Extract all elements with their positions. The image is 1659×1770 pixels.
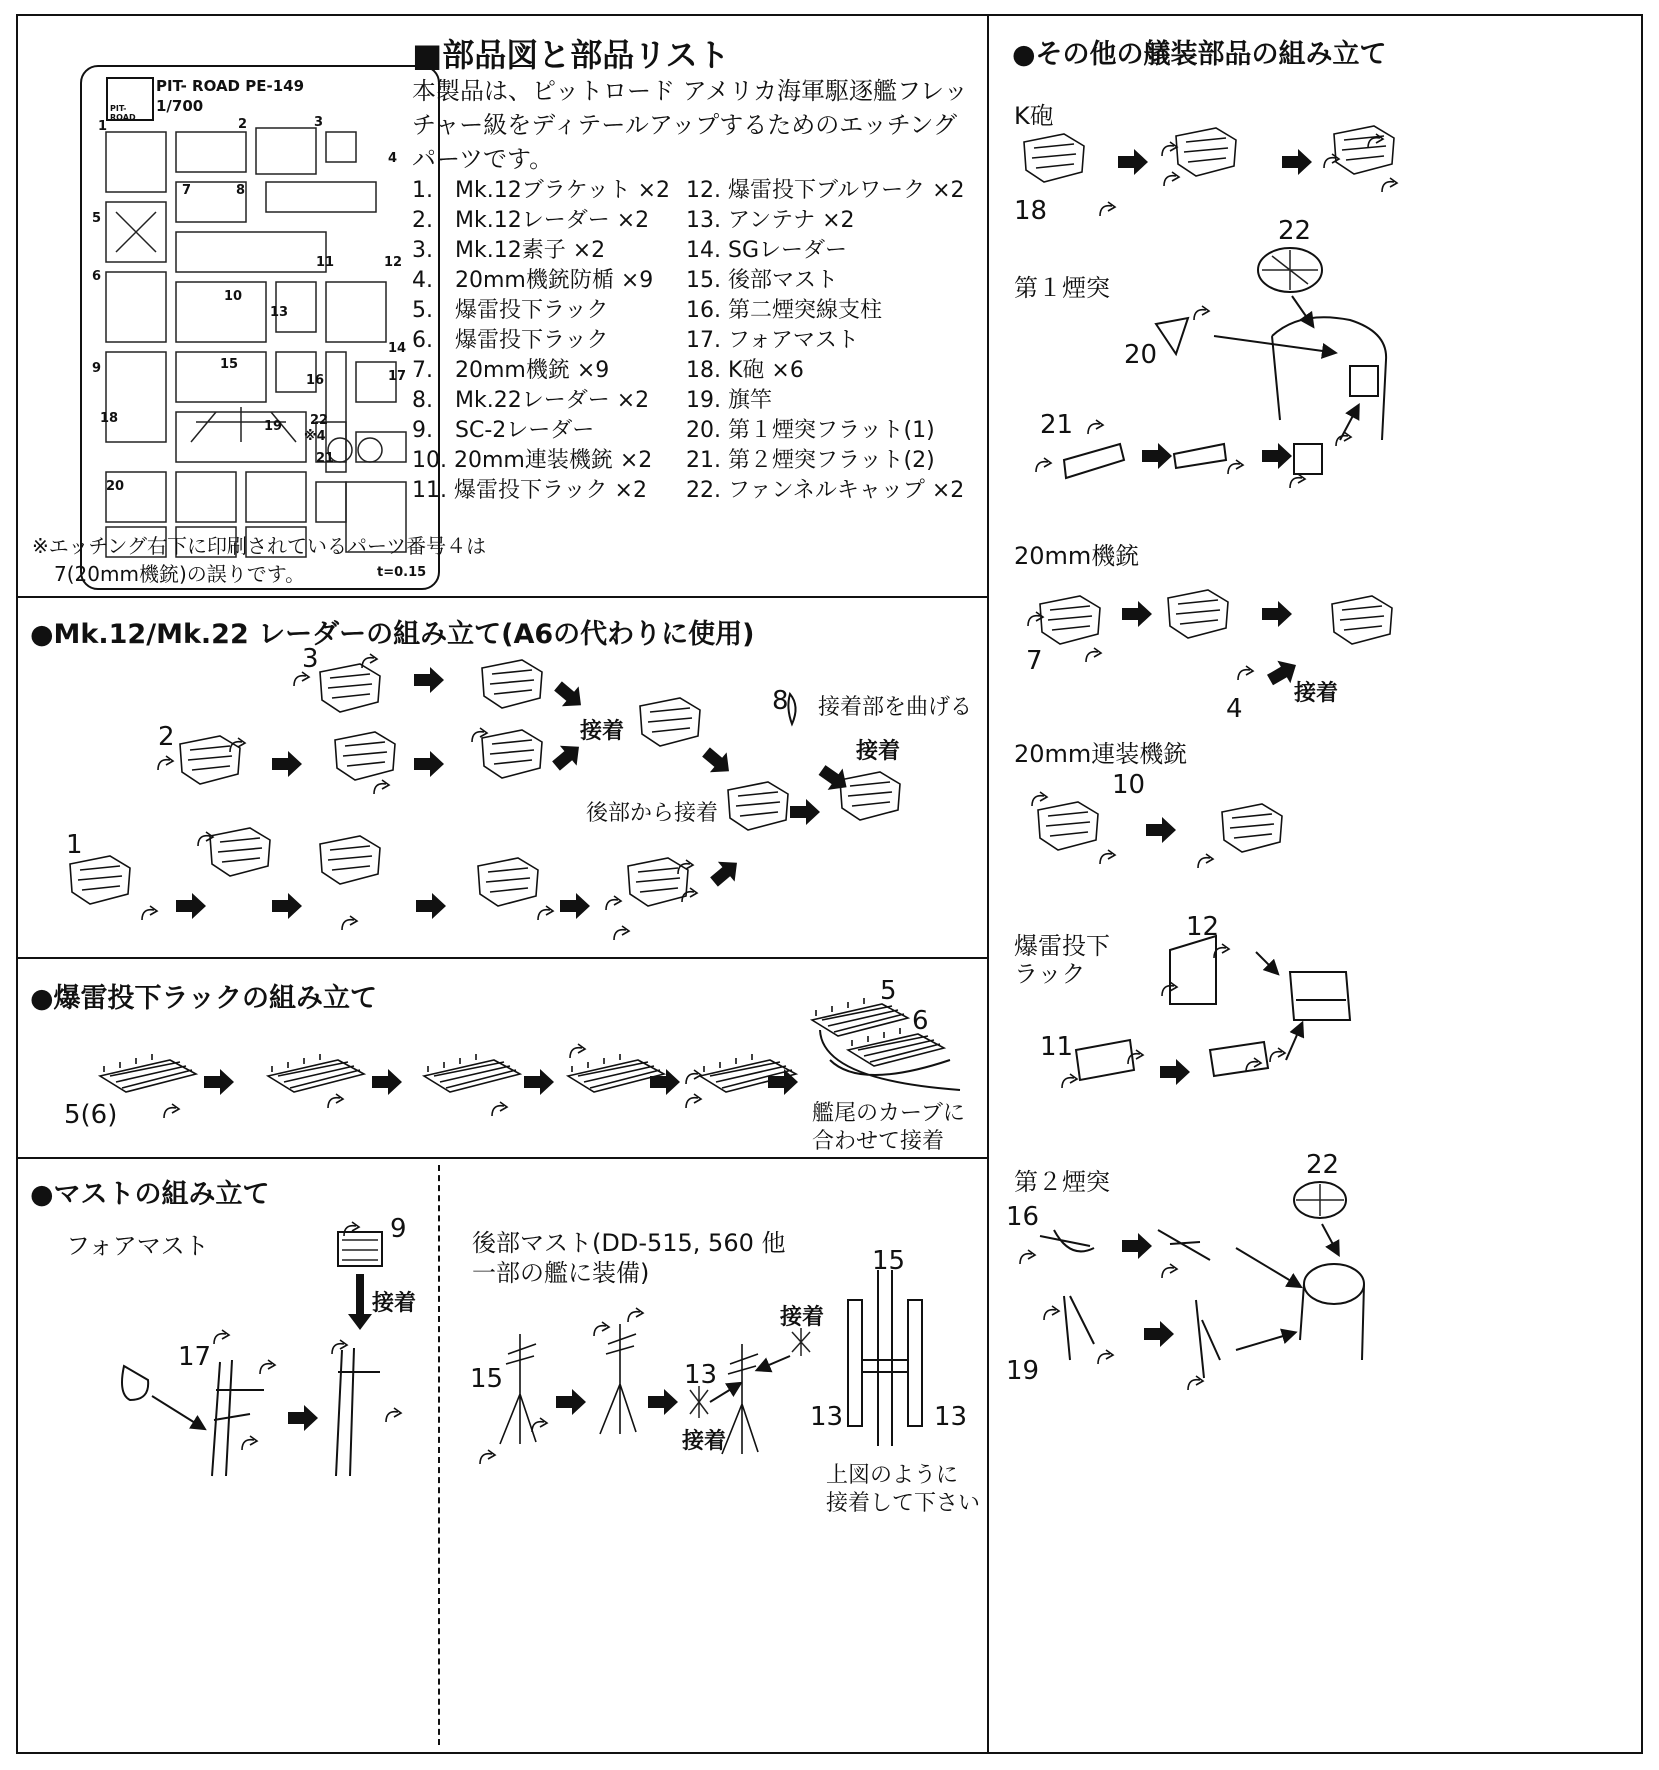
svg-text:1: 1	[98, 119, 108, 134]
aft-mast-label-line2: 一部の艦に装備)	[472, 1259, 650, 1287]
list-item: 20. 第１煙突フラット(1)	[686, 418, 935, 443]
svg-text:3: 3	[314, 115, 324, 130]
mg20-part-4: 4	[1226, 694, 1243, 724]
rack-part-6: 6	[912, 1006, 929, 1036]
funnel1-part-22: 22	[1278, 216, 1312, 246]
svg-text:12: 12	[384, 255, 403, 270]
radar-glue-label-2: 接着	[856, 739, 901, 764]
svg-text:17: 17	[388, 369, 407, 384]
aft-mast-part-13: 13	[684, 1360, 718, 1390]
list-item: 5. 爆雷投下ラック	[412, 298, 609, 323]
radar-part-8: 8	[772, 686, 789, 716]
list-item: 14. SGレーダー	[686, 238, 847, 263]
other-title: ●その他の艤装部品の組み立て	[1012, 39, 1387, 70]
list-item: 2. Mk.12レーダー ×2	[412, 208, 650, 233]
svg-text:21: 21	[316, 451, 335, 466]
mg20-part-7: 7	[1026, 646, 1043, 676]
rack-title: ●爆雷投下ラックの組み立て	[30, 983, 378, 1014]
list-item: 21. 第２煙突フラット(2)	[686, 448, 935, 473]
list-item: 15. 後部マスト	[686, 268, 838, 293]
funnel2-part-19: 19	[1006, 1356, 1040, 1386]
svg-text:14: 14	[388, 341, 407, 356]
rack-part-5-6: 5(6)	[64, 1100, 118, 1130]
mast-glue-label: 接着	[372, 1291, 417, 1316]
mg20-glue-label: 接着	[1294, 681, 1339, 706]
list-item: 13. アンテナ ×2	[686, 208, 855, 233]
radar-part-1: 1	[66, 830, 83, 860]
funnel2-label: 第２煙突	[1014, 1168, 1110, 1196]
funnel2-part-16: 16	[1006, 1202, 1040, 1232]
list-item: 18. K砲 ×6	[686, 358, 804, 383]
sheet-thickness: t=0.15	[377, 565, 427, 580]
svg-text:2: 2	[238, 117, 248, 132]
rack-part-5: 5	[880, 976, 897, 1006]
radar-glue-label: 接着	[580, 719, 625, 744]
list-item: 1. Mk.12ブラケット ×2	[412, 178, 671, 203]
aft-mast-glue-label-a: 接着	[780, 1305, 825, 1330]
list-item: 7. 20mm機銃 ×9	[412, 358, 610, 383]
svg-text:18: 18	[100, 411, 119, 426]
dc-rack-label-line2: ラック	[1014, 960, 1086, 988]
funnel2-part-22: 22	[1306, 1150, 1340, 1180]
antenna-part-13-right: 13	[934, 1402, 968, 1432]
svg-text:11: 11	[316, 255, 335, 270]
dc-rack-label-line1: 爆雷投下	[1014, 932, 1110, 960]
radar-title-post: の代わりに使用)	[553, 619, 755, 650]
sheet-scale: 1/700	[156, 97, 204, 115]
sheet-brand: PIT- ROAD PE-149	[156, 77, 305, 95]
parts-intro: 本製品は、ピットロード アメリカ海軍駆逐艦フレッチャー級をディテールアップするためのエッチングパーツです。	[412, 77, 968, 173]
list-item: 9. SC-2レーダー	[412, 418, 595, 443]
mg20-twin-part-10: 10	[1112, 770, 1146, 800]
k-gun-part-18: 18	[1014, 196, 1048, 226]
antenna-part-13-left: 13	[810, 1402, 844, 1432]
svg-text:8: 8	[236, 183, 246, 198]
svg-text:22: 22	[310, 413, 329, 428]
mg20-twin-label: 20mm連装機銃	[1014, 740, 1188, 768]
list-item: 8. Mk.22レーダー ×2	[412, 388, 650, 413]
aft-mast-part-15: 15	[470, 1364, 504, 1394]
svg-text:7: 7	[182, 183, 192, 198]
parts-note-line1: ※エッチング右下に印刷されているパーツ番号４は	[32, 534, 487, 558]
svg-text:5: 5	[92, 211, 102, 226]
mast-part-17: 17	[178, 1342, 212, 1372]
dc-rack-part-12: 12	[1186, 912, 1220, 942]
mg20-label: 20mm機銃	[1014, 542, 1140, 570]
svg-text:4: 4	[388, 151, 398, 166]
svg-text:15: 15	[220, 357, 239, 372]
parts-title: ■部品図と部品リスト	[412, 36, 730, 74]
list-item: 17. フォアマスト	[686, 328, 859, 353]
mast-part-9: 9	[390, 1214, 407, 1244]
radar-bend-label: 接着部を曲げる	[818, 695, 973, 720]
aft-mast-glue-label-b: 接着	[682, 1429, 727, 1454]
list-item: 16. 第二煙突線支柱	[686, 298, 882, 323]
list-item: 11. 爆雷投下ラック ×2	[412, 478, 647, 503]
rack-note-line1: 艦尾のカーブに	[812, 1101, 965, 1126]
svg-text:16: 16	[306, 373, 325, 388]
mast-note-line1: 上図のように	[826, 1463, 959, 1488]
logo-sub-text: PIT-ROAD	[110, 104, 136, 122]
list-item: 4. 20mm機銃防楯 ×9	[412, 268, 654, 293]
svg-text:19: 19	[264, 419, 283, 434]
list-item: 3. Mk.12素子 ×2	[412, 238, 606, 263]
antenna-part-15: 15	[872, 1246, 906, 1276]
aft-mast-label-line1: 後部マスト(DD-515, 560 他	[472, 1229, 786, 1257]
radar-title-pre: ●Mk.12/Mk.22 レーダーの組み立て(	[30, 619, 514, 650]
rack-note-line2: 合わせて接着	[812, 1129, 945, 1154]
svg-text:10: 10	[224, 289, 243, 304]
funnel1-part-21: 21	[1040, 410, 1074, 440]
radar-title-bold: A6	[513, 619, 554, 650]
dc-rack-part-11: 11	[1040, 1032, 1074, 1062]
mast-title: ●マストの組み立て	[30, 1179, 270, 1210]
list-item: 6. 爆雷投下ラック	[412, 328, 609, 353]
funnel1-label: 第１煙突	[1014, 274, 1110, 302]
radar-part-2: 2	[158, 722, 175, 752]
list-item: 19. 旗竿	[686, 388, 772, 413]
list-item: 22. ファンネルキャップ ×2	[686, 478, 965, 503]
radar-part-3: 3	[302, 644, 319, 674]
svg-text:6: 6	[92, 269, 102, 284]
list-item: 12. 爆雷投下ブルワーク ×2	[686, 178, 965, 203]
list-item: 10. 20mm連装機銃 ×2	[412, 448, 653, 473]
svg-text:※4: ※4	[304, 429, 326, 444]
k-gun-label: K砲	[1014, 102, 1054, 130]
svg-text:13: 13	[270, 305, 289, 320]
parts-note-line2: 7(20mm機銃)の誤りです。	[54, 562, 306, 586]
mast-note-line2: 接着して下さい	[826, 1491, 981, 1516]
svg-text:20: 20	[106, 479, 125, 494]
fore-mast-label: フォアマスト	[66, 1232, 209, 1260]
funnel1-part-20: 20	[1124, 340, 1158, 370]
radar-rear-glue-label: 後部から接着	[586, 801, 719, 826]
svg-text:9: 9	[92, 361, 102, 376]
